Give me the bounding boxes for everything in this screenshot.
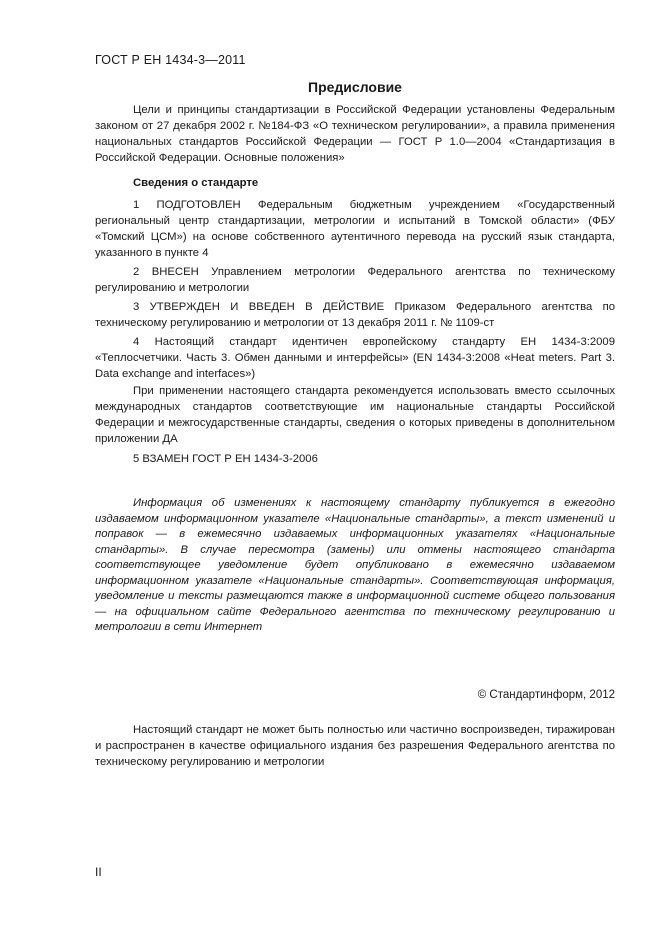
item-introduced: 2 ВНЕСЕН Управлением метрологии Федерального агентства по техническому регулированию и метрологии xyxy=(95,266,615,294)
intro-paragraph: Цели и принципы стандартизации в Российской Федерации установлены Федеральным законом от 27 декабря 2002 г. №184-ФЗ «О техническом регулировании», а правила применения национальных стандартов Российской Федерации — ГОСТ Р 1.0—2004 «Стандартизация в Российской Федерации. Основные положения» xyxy=(95,104,615,164)
document-header: ГОСТ Р ЕН 1434-3—2011 xyxy=(95,53,246,67)
page-title: Предисловие xyxy=(308,79,402,95)
rights-paragraph: Настоящий стандарт не может быть полностью или частично воспроизведен, тиражирован и распространен в качестве официального издания без разрешения Федерального агентства по техническому регулированию и метрологии xyxy=(95,724,615,768)
item-approved: 3 УТВЕРЖДЕН И ВВЕДЕН В ДЕЙСТВИЕ Приказом Федерального агентства по техническому регулированию и метрологии от 13 декабря 2011 г. № 1109-ст xyxy=(95,301,615,329)
item-identical: 4 Настоящий стандарт идентичен европейскому стандарту ЕН 1434-3:2009 «Теплосчетчики. Часть 3. Обмен данными и интерфейсы» (EN 1434-3:2008 «Heat meters. Part 3. Data exchange and interfaces») xyxy=(95,336,615,380)
item-prepared: 1 ПОДГОТОВЛЕН Федеральным бюджетным учреждением «Государственный региональный центр стандартизации, метрологии и испытаний в Томской области» (ФБУ «Томский ЦСМ») на основе собственного аутентичного перевода на русский язык стандарта, указанного в пункте 4 xyxy=(95,199,615,259)
notice-paragraph: Информация об изменениях к настоящему стандарту публикуется в ежегодно издаваемом информационном указателе «Национальные стандарты», а текст изменений и поправок — в ежемесячно издаваемых информационных указателях «Национальные стандарты». В случае пересмотра (замены) или отмены настоящего стандарта соответствующее уведомление будет опубликовано в ежемесячно издаваемом информационном указателе «Национальные стандарты». Соответствующая информация, уведомление и тексты размещаются также в информационной системе общего пользования — на официальном сайте Федерального агентства по техническому регулированию и метрологии в сети Интернет xyxy=(95,497,615,633)
page-number: II xyxy=(95,865,102,879)
copyright-line: © Стандартинформ, 2012 xyxy=(477,689,615,701)
item-replaces: 5 ВЗАМЕН ГОСТ Р ЕН 1434-3-2006 xyxy=(133,453,318,465)
section-subheading: Сведения о стандарте xyxy=(133,177,259,189)
item-usage-note: При применении настоящего стандарта рекомендуется использовать вместо ссылочных международных стандартов соответствующие им национальные стандарты Российской Федерации и межгосударственные стандарты, сведения о которых приведены в дополнительном приложении ДА xyxy=(95,385,615,445)
